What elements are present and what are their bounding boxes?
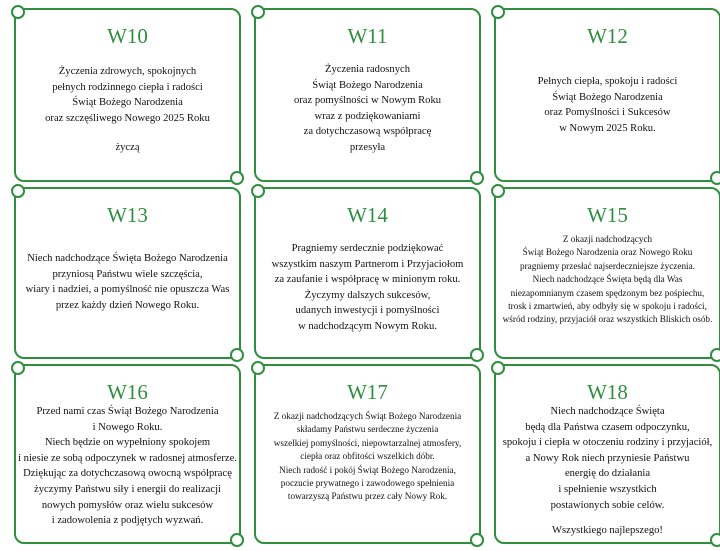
greeting-card-w14: [254, 187, 481, 359]
card-line: przyniosą Państwu wiele szczęścia,: [52, 268, 203, 280]
card-line: [496, 513, 719, 523]
card-code: W12: [587, 24, 628, 48]
card-line: wśród rodziny, przyjaciół oraz wszystkich Bliskich osób.: [502, 314, 713, 325]
card-text: [16, 404, 239, 529]
card-text: [16, 251, 239, 313]
card-line: trosk i zmartwień, aby odbyły się w spokoju i radości,: [508, 301, 707, 312]
card-line: udanych inwestycji i pomyślności: [295, 305, 440, 317]
card-line: i spełnienie wszystkich: [558, 483, 657, 495]
card-text: [256, 410, 479, 504]
greeting-card-w15: [494, 187, 720, 359]
card-line: za dotychczasową współpracę: [303, 126, 432, 138]
card-line: wiary i nadziei, a pomyślność nie opuszcza Was: [25, 284, 230, 296]
card-line: Pragniemy serdecznie podziękować: [291, 243, 444, 254]
card-line: a Nowy Rok niech przyniesie Państwu: [525, 452, 690, 464]
card-code: W11: [347, 24, 388, 48]
greeting-card-w11: [254, 8, 481, 182]
card-code: W16: [107, 380, 148, 404]
card-line: Z okazji nadchodzących: [562, 234, 653, 244]
card-line: pełnych rodzinnego ciepła i radości: [52, 81, 203, 93]
card-text: [496, 233, 719, 327]
card-line: Pełnych ciepła, spokoju i radości: [537, 76, 678, 87]
card-code: W17: [347, 380, 388, 404]
card-line: Niech będzie on wypełniony spokojem: [44, 437, 211, 449]
card-line: energię do działania: [564, 468, 651, 480]
card-line: Niech nadchodzące Święta będą dla Was: [532, 274, 683, 285]
card-text: [256, 241, 479, 335]
card-line: Świąt Bożego Narodzenia: [312, 79, 423, 91]
card-line: składamy Państwu serdeczne życzenia: [296, 424, 439, 435]
card-line: i niesie ze sobą odpoczynek w radosnej atmosferze.: [18, 452, 237, 464]
card-line: przez każdy dzień Nowego Roku.: [55, 299, 200, 311]
card-line: Niech radość i pokój Świąt Bożego Narodzenia,: [279, 464, 456, 475]
card-line: towarzyszą Państwu przez cały Nowy Rok.: [287, 491, 448, 502]
card-line: spokoju i ciepła w otoczeniu rodziny i przyjaciół,: [502, 437, 713, 449]
card-line: wszelkiej pomyślności, niepowtarzalnej atmosfery,: [273, 437, 462, 448]
card-line: i zadowolenia z podjętych wyzwań.: [51, 515, 204, 527]
card-line: oraz szczęśliwego Nowego 2025 Roku: [45, 112, 210, 124]
card-text: [496, 404, 719, 539]
card-code: W18: [587, 380, 628, 404]
card-text: [256, 62, 479, 156]
card-code: W10: [107, 24, 148, 48]
card-line: Przed nami czas Świąt Bożego Narodzenia: [36, 406, 219, 417]
card-line: Niech nadchodzące Święta: [550, 406, 665, 417]
greeting-card-w17: [254, 364, 481, 544]
card-line: niezapomnianym czasem spędzonym bez pośpiechu,: [510, 287, 705, 298]
card-line: oraz pomyślności w Nowym Roku: [293, 95, 442, 107]
card-line: Życzenia zdrowych, spokojnych: [58, 66, 197, 77]
card-line: przesyła: [349, 141, 386, 153]
card-line: oraz Pomyślności i Sukcesów: [544, 107, 671, 119]
card-line: będą dla Państwa czasem odpoczynku,: [525, 421, 690, 433]
card-line: nowych pomysłów oraz wielu sukcesów: [41, 499, 214, 511]
card-line: [16, 126, 239, 140]
greeting-card-w10: [14, 8, 241, 182]
card-line: Życzenia radosnych: [324, 64, 410, 75]
card-line: postawionych sobie celów.: [550, 499, 665, 511]
card-line: Dziękując za dotychczasową owocną współpracę: [23, 468, 232, 480]
card-line: poczucie prywatnego i zawodowego spełnienia: [280, 478, 455, 489]
card-line: Świąt Bożego Narodzenia: [552, 91, 663, 103]
card-line: za zaufanie i współpracę w minionym roku.: [274, 274, 461, 286]
greeting-card-w16: [14, 364, 241, 544]
card-line: Świąt Bożego Narodzenia oraz Nowego Roku: [522, 247, 693, 258]
card-line: Świąt Bożego Narodzenia: [72, 97, 183, 109]
greeting-card-w18: [494, 364, 720, 544]
card-line: ciepła oraz obfitości wszelkich dóbr.: [300, 451, 435, 462]
greeting-card-w12: [494, 8, 720, 182]
card-line: życzymy Państwu siły i energii do realizacji: [34, 483, 221, 495]
card-line: w Nowym 2025 Roku.: [559, 122, 656, 134]
card-line: wraz z podziękowaniami: [314, 110, 421, 122]
card-text: [496, 74, 719, 136]
card-line: wszystkim naszym Partnerom i Przyjaciołom: [271, 258, 464, 270]
card-line: Z okazji nadchodzących Świąt Bożego Narodzenia: [273, 411, 462, 421]
card-line: w nadchodzącym Nowym Roku.: [298, 320, 437, 332]
card-line: życzą: [115, 142, 140, 154]
card-code: W14: [347, 203, 388, 227]
card-line: i Nowego Roku.: [92, 421, 163, 433]
card-line: pragniemy przesłać najserdeczniejsze życzenia.: [520, 260, 695, 271]
card-line: Niech nadchodzące Święta Bożego Narodzenia: [27, 253, 228, 264]
greeting-card-w13: [14, 187, 241, 359]
card-text: [16, 64, 239, 156]
card-line: Wszystkiego najlepszego!: [552, 525, 663, 537]
card-code: W13: [107, 203, 148, 227]
card-line: Życzymy dalszych sukcesów,: [304, 289, 431, 301]
card-code: W15: [587, 203, 628, 227]
